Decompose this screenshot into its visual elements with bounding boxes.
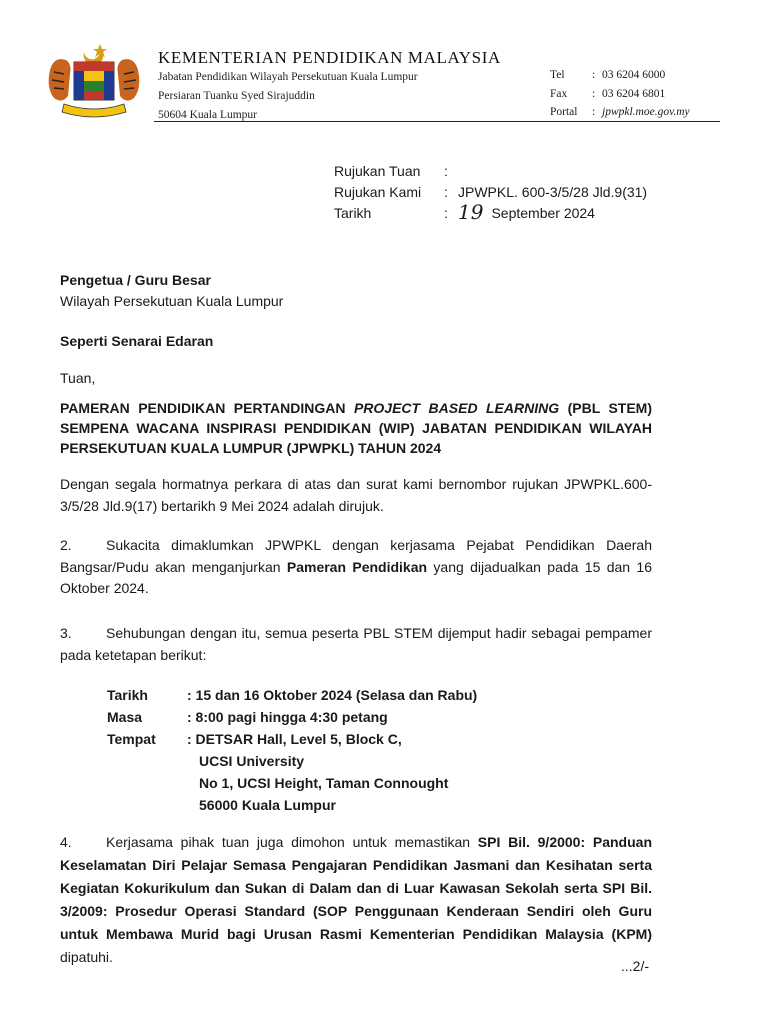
letterhead-divider bbox=[154, 121, 720, 122]
contact-value: 03 6204 6000 bbox=[602, 69, 666, 81]
letter-subject bbox=[60, 398, 652, 458]
paragraph-text: Sukacita dimaklumkan JPWPKL dengan kerjasama Pejabat Pendidikan Daerah Bangsar/Pudu akan menganjurkan bbox=[60, 537, 652, 575]
paragraph-4 bbox=[60, 831, 652, 969]
paragraph-text: yang dijadualkan pada 15 dan 16 Oktober 2024. bbox=[60, 558, 653, 596]
event-value: : 15 dan 16 Oktober 2024 (Selasa dan Rabu) bbox=[187, 687, 478, 703]
paragraph-number: 4. bbox=[60, 834, 72, 850]
recipient-block bbox=[60, 270, 283, 312]
paragraph-2 bbox=[60, 535, 652, 600]
ref-row-tarikh bbox=[334, 200, 647, 224]
page-continuation: ...2/- bbox=[621, 958, 650, 974]
colon: : bbox=[444, 163, 448, 179]
paragraph-number: 3. bbox=[60, 625, 72, 641]
paragraph-text: Sehubungan dengan itu, semua peserta PBL STEM dijemput hadir sebagai pempamer pada ketetapan berikut: bbox=[60, 625, 652, 663]
event-label: Tempat bbox=[107, 731, 156, 747]
paragraph-bold: Pameran Pendidikan bbox=[286, 558, 428, 575]
contact-tel bbox=[550, 66, 690, 85]
event-time-row bbox=[107, 706, 477, 728]
venue-line: No 1, UCSI Height, Taman Connought bbox=[199, 775, 449, 791]
event-value: : 8:00 pagi hingga 4:30 petang bbox=[187, 709, 388, 725]
venue-line: UCSI University bbox=[199, 753, 305, 769]
ref-label: Rujukan Tuan bbox=[334, 163, 421, 179]
contact-fax bbox=[550, 85, 690, 104]
contact-portal bbox=[550, 103, 690, 122]
ref-row-kami bbox=[334, 182, 647, 203]
recipient-location: Wilayah Persekutuan Kuala Lumpur bbox=[60, 293, 284, 309]
recipient-title: Pengetua / Guru Besar bbox=[60, 272, 211, 288]
street-line: Persiaran Tuanku Syed Sirajuddin bbox=[158, 90, 315, 102]
salutation: Tuan, bbox=[60, 370, 96, 386]
colon: : bbox=[444, 205, 448, 221]
paragraph-number: 2. bbox=[60, 537, 72, 553]
event-details bbox=[107, 684, 477, 816]
ref-label: Rujukan Kami bbox=[334, 184, 422, 200]
venue-line: 56000 Kuala Lumpur bbox=[199, 797, 336, 813]
subject-text: (PBL STEM) SEMPENA WACANA INSPIRASI PENDIDIKAN (WIP) JABATAN PENDIDIKAN WILAYAH PERSEKUTUAN KUALA LUMPUR (JPWPKL) TAHUN 2024 bbox=[60, 400, 652, 456]
event-value: : DETSAR Hall, Level 5, Block C, bbox=[187, 731, 402, 747]
contact-value: 03 6204 6801 bbox=[602, 87, 666, 100]
letterhead-address bbox=[158, 48, 501, 125]
contact-label: Portal bbox=[550, 106, 578, 118]
paragraph-3 bbox=[60, 623, 652, 666]
subject-italic: PROJECT BASED LEARNING bbox=[353, 400, 560, 416]
event-label: Masa bbox=[107, 709, 143, 725]
ministry-name: KEMENTERIAN PENDIDIKAN MALAYSIA bbox=[158, 48, 501, 67]
event-label: Tarikh bbox=[107, 687, 148, 703]
contact-label: Tel bbox=[550, 69, 565, 81]
department-line: Jabatan Pendidikan Wilayah Persekutuan Kuala Lumpur bbox=[158, 71, 418, 83]
postcode-line: 50604 Kuala Lumpur bbox=[158, 109, 258, 121]
portal-link[interactable]: jpwpkl.moe.gov.my bbox=[602, 106, 690, 118]
event-venue-row bbox=[107, 728, 477, 750]
ref-value: JPWPKL. 600-3/5/28 Jld.9(31) bbox=[458, 184, 648, 200]
ref-value: September 2024 bbox=[491, 205, 595, 221]
colon: : bbox=[592, 87, 596, 100]
event-date-row bbox=[107, 684, 477, 706]
ref-row-tuan bbox=[334, 161, 647, 182]
reference-block bbox=[334, 161, 647, 224]
coat-of-arms-icon bbox=[44, 40, 144, 118]
paragraph-1: Dengan segala hormatnya perkara di atas dan surat kami bernombor rujukan JPWPKL.600-3/5/28 Jld.9(17) bertarikh 9 Mei 2024 adalah dirujuk. bbox=[60, 476, 652, 514]
paragraph-text: dipatuhi. bbox=[60, 949, 113, 965]
colon: : bbox=[592, 106, 596, 118]
letterhead-contact bbox=[550, 66, 690, 122]
paragraph-bold: SPI Bil. 9/2000: Panduan Keselamatan Diri Pelajar Semasa Pengajaran Pendidikan Jasmani dan Kesihatan serta Kegiatan Kokurikulum dan Sukan di Dalam dan di Luar Kawasan Sekolah serta SPI Bil. 3/2009: Prosedur Operasi Standard (SOP Penggunaan Kenderaan Sendiri oleh Guru untuk Membawa Murid bagi Urusan Rasmi Kementerian Pendidikan Malaysia (KPM) bbox=[60, 834, 652, 942]
subject-text: PAMERAN PENDIDIKAN PERTANDINGAN bbox=[60, 400, 354, 416]
colon: : bbox=[592, 69, 596, 81]
paragraph-text: Kerjasama pihak tuan juga dimohon untuk memastikan bbox=[106, 834, 478, 850]
ref-label: Tarikh bbox=[334, 205, 372, 221]
contact-label: Fax bbox=[550, 87, 568, 100]
colon: : bbox=[444, 184, 448, 200]
handwritten-day: 19 bbox=[458, 200, 484, 224]
distribution-note: Seperti Senarai Edaran bbox=[60, 333, 214, 349]
